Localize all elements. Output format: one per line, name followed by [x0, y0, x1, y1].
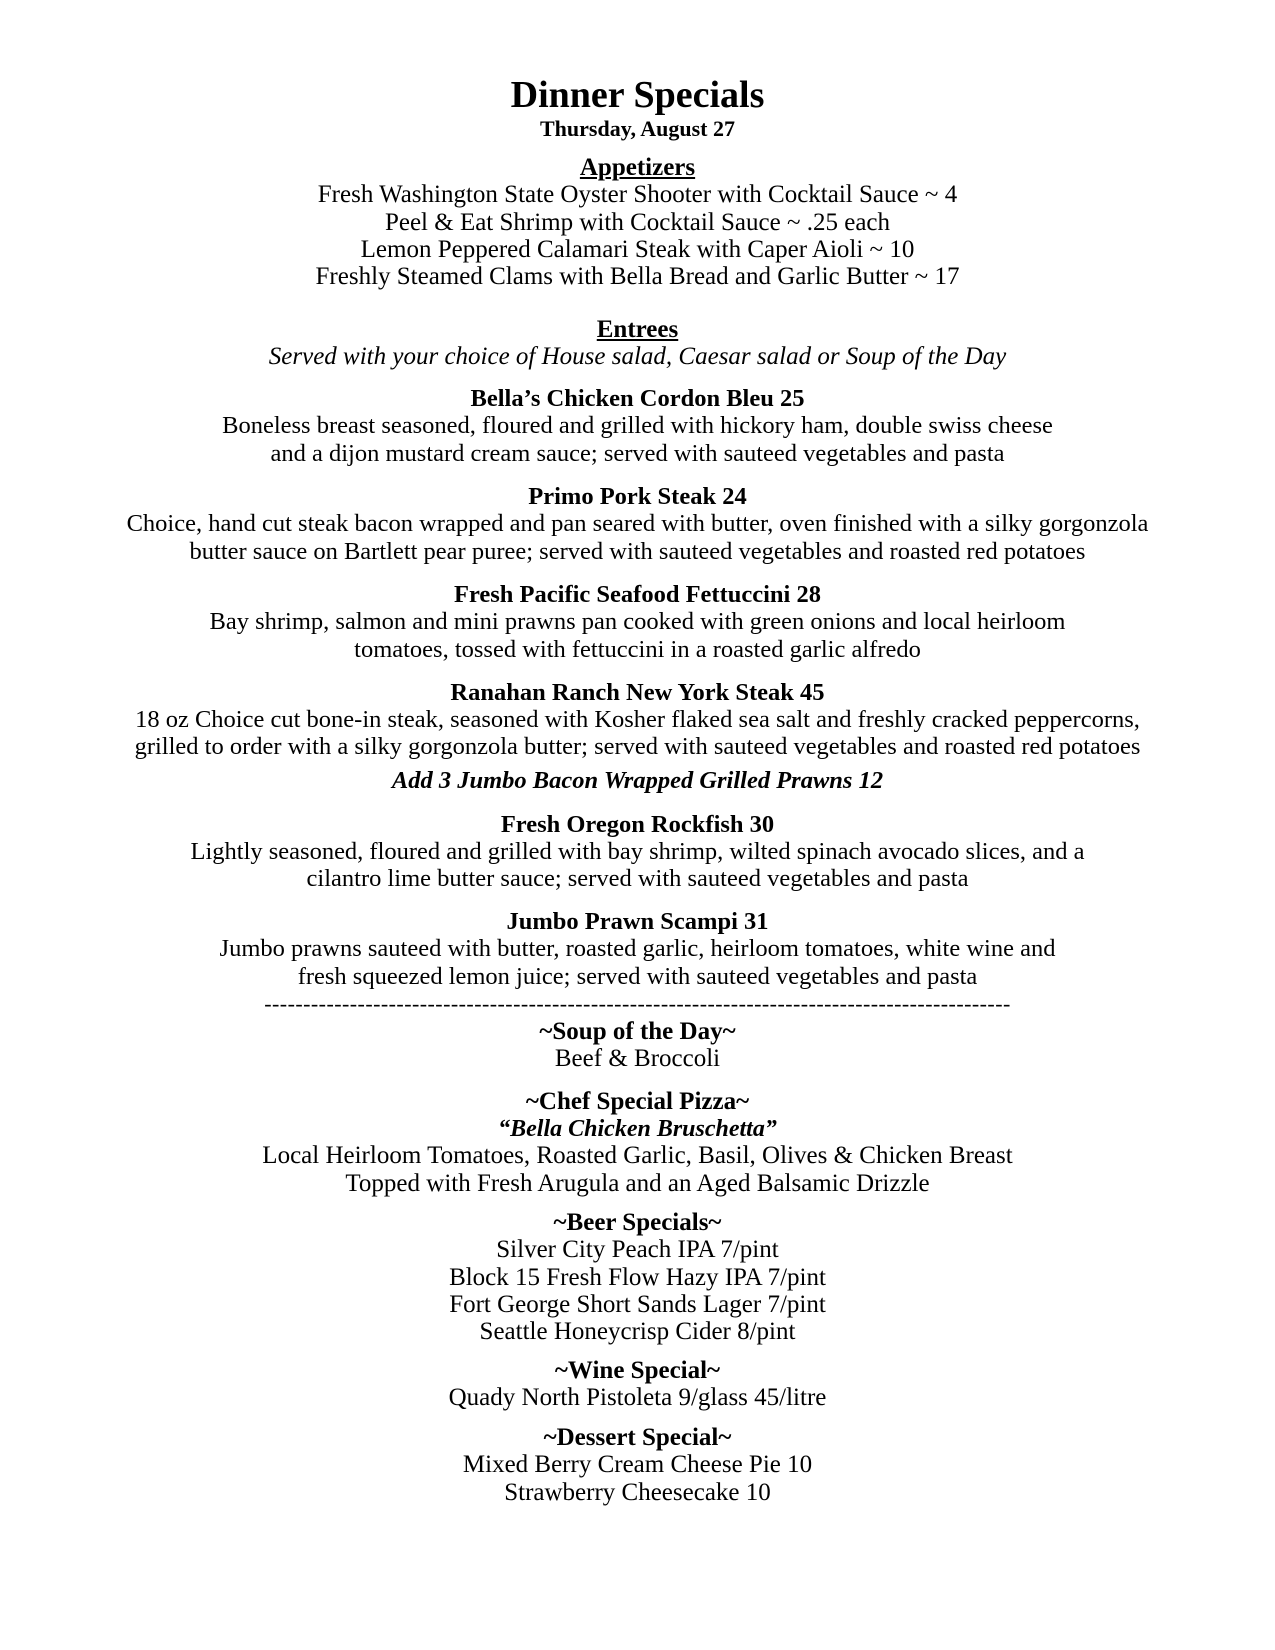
pizza-heading: ~Chef Special Pizza~ — [525, 1088, 750, 1115]
entree-description: and a dijon mustard cream sauce; served with sauteed vegetables and pasta — [270, 440, 1005, 467]
entree-description: fresh squeezed lemon juice; served with sauteed vegetables and pasta — [297, 963, 978, 990]
entrees-note: Served with your choice of House salad, Caesar salad or Soup of the Day — [268, 343, 1007, 370]
appetizer-item: Lemon Peppered Calamari Steak with Caper Aioli ~ 10 — [360, 236, 915, 263]
entree-description: 18 oz Choice cut bone-in steak, seasoned with Kosher flaked sea salt and freshly cracked peppercorns, — [135, 706, 1140, 733]
entree-addon: Add 3 Jumbo Bacon Wrapped Grilled Prawns 12 — [391, 767, 884, 794]
pizza-description: Topped with Fresh Arugula and an Aged Balsamic Drizzle — [345, 1170, 930, 1197]
entree-description: butter sauce on Bartlett pear puree; served with sauteed vegetables and roasted red potatoes — [189, 538, 1086, 565]
pizza-description: Local Heirloom Tomatoes, Roasted Garlic, Basil, Olives & Chicken Breast — [262, 1142, 1013, 1169]
appetizer-item: Fresh Washington State Oyster Shooter with Cocktail Sauce ~ 4 — [317, 181, 958, 208]
entree-description: Boneless breast seasoned, floured and grilled with hickory ham, double swiss cheese — [222, 412, 1053, 439]
dessert-item: Strawberry Cheesecake 10 — [504, 1479, 771, 1506]
beer-item: Block 15 Fresh Flow Hazy IPA 7/pint — [449, 1264, 826, 1291]
appetizer-item: Freshly Steamed Clams with Bella Bread and Garlic Butter ~ 17 — [315, 263, 960, 290]
soup-item: Beef & Broccoli — [554, 1045, 721, 1072]
entree-description: Choice, hand cut steak bacon wrapped and pan seared with butter, oven finished with a silky gorgonzola — [126, 510, 1149, 537]
beer-heading: ~Beer Specials~ — [553, 1209, 722, 1236]
appetizer-item: Peel & Eat Shrimp with Cocktail Sauce ~ .25 each — [384, 209, 891, 236]
soup-heading: ~Soup of the Day~ — [539, 1018, 736, 1045]
pizza-name: “Bella Chicken Bruschetta” — [498, 1116, 777, 1142]
dessert-item: Mixed Berry Cream Cheese Pie 10 — [462, 1451, 813, 1478]
entree-description: Bay shrimp, salmon and mini prawns pan cooked with green onions and local heirloom — [209, 608, 1066, 635]
wine-item: Quady North Pistoleta 9/glass 45/litre — [448, 1384, 827, 1411]
wine-heading: ~Wine Special~ — [554, 1357, 721, 1384]
dessert-heading: ~Dessert Special~ — [543, 1424, 732, 1451]
entree-description: grilled to order with a silky gorgonzola butter; served with sauteed vegetables and roasted red potatoes — [134, 733, 1141, 760]
entree-name: Fresh Oregon Rockfish 30 — [500, 811, 775, 838]
appetizers-heading: Appetizers — [579, 154, 696, 181]
section-divider: ------------------------------------------------------------------------------------------------ — [264, 991, 1011, 1016]
beer-item: Fort George Short Sands Lager 7/pint — [449, 1291, 826, 1318]
entree-name: Bella’s Chicken Cordon Bleu 25 — [470, 385, 805, 412]
entree-name: Jumbo Prawn Scampi 31 — [506, 908, 769, 935]
entree-name: Primo Pork Steak 24 — [528, 483, 747, 510]
beer-item: Seattle Honeycrisp Cider 8/pint — [479, 1318, 796, 1345]
entree-name: Ranahan Ranch New York Steak 45 — [450, 679, 825, 706]
beer-item: Silver City Peach IPA 7/pint — [496, 1236, 779, 1263]
menu-date: Thursday, August 27 — [539, 116, 736, 141]
entree-description: Lightly seasoned, floured and grilled with bay shrimp, wilted spinach avocado slices, and a — [190, 838, 1085, 865]
entree-description: cilantro lime butter sauce; served with sauteed vegetables and pasta — [306, 865, 969, 892]
entree-description: Jumbo prawns sauteed with butter, roasted garlic, heirloom tomatoes, white wine and — [219, 935, 1056, 962]
entree-description: tomatoes, tossed with fettuccini in a roasted garlic alfredo — [354, 636, 921, 663]
entree-name: Fresh Pacific Seafood Fettuccini 28 — [454, 581, 821, 608]
entrees-heading: Entrees — [596, 316, 679, 343]
page-title: Dinner Specials — [510, 74, 765, 116]
